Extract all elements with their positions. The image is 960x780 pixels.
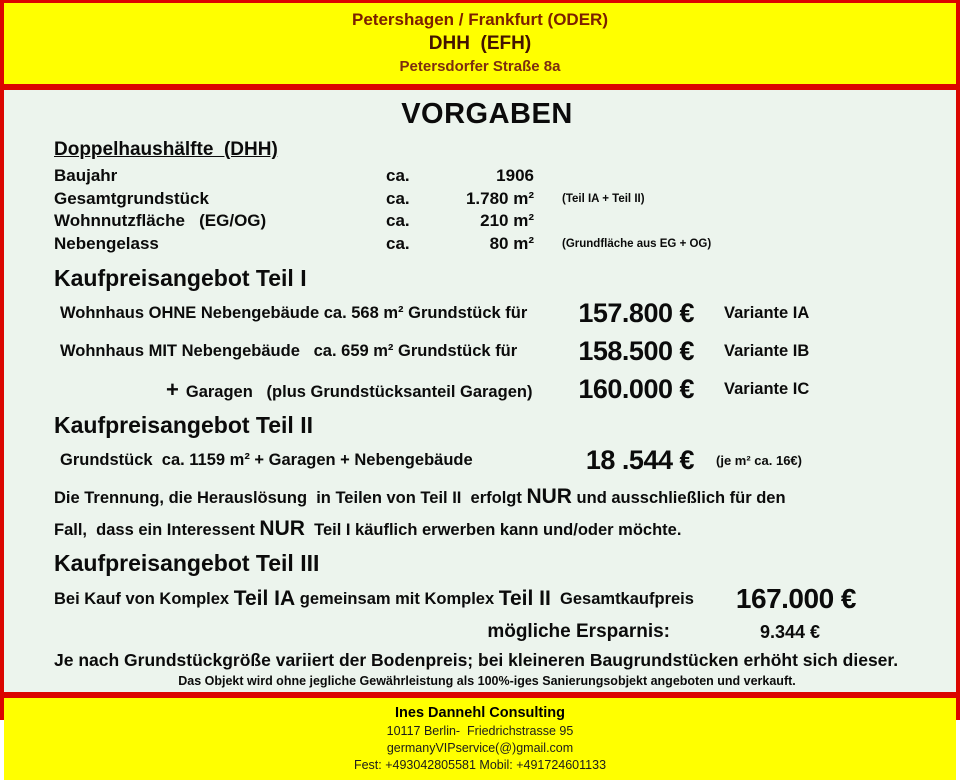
separation-clause-line2 [54,518,920,541]
offer-text: Wohnhaus MIT Nebengebäude ca. 659 m² Grundstück für [60,342,518,360]
section-heading-teil2: Kaufpreisangebot Teil II [54,412,313,438]
land-price-note: Je nach Grundstückgröße variiert der Bodenpreis; bei kleineren Baugrundstücken erhöht sich dieser. [54,650,899,670]
content-area [4,90,956,692]
price-per-sqm-note: (je m² ca. 16€) [716,453,802,468]
offer-variant-label: Variante IC [724,380,810,398]
offer-text-rest: Garagen (plus Grundstücksanteil Garagen) [185,382,533,401]
clause-text: Die Trennung, die Herauslösung in Teilen von Teil II erfolgt [54,489,527,507]
spec-row-wohnnutzflaeche [54,210,920,233]
location-title: Petershagen / Frankfurt (ODER) [352,10,608,29]
company-name: Ines Dannehl Consulting [395,705,565,721]
savings-label: mögliche Ersparnis: [487,621,670,642]
t3-teil-ia: Teil IA [233,587,296,610]
specs-heading: Doppelhaushälfte (DHH) [54,139,278,160]
spec-row-baujahr [54,165,920,188]
offer-text [54,377,566,403]
spec-label: Gesamtgrundstück [54,188,209,208]
offer-row-variante-ib [54,335,920,368]
t3-text: Bei Kauf von Komplex [54,589,234,608]
clause-text: und ausschließlich für den [571,489,786,507]
t3-text: gemeinsam mit Komplex [295,589,499,608]
savings-value: 9.344 € [759,621,820,642]
spec-ca: ca. [386,211,410,230]
spec-label: Wohnnutzfläche (EG/OG) [54,211,267,230]
offer-row-variante-ic [54,373,920,406]
section-heading-teil3: Kaufpreisangebot Teil III [54,550,320,576]
offer-price: 160.000 € [578,374,694,404]
nur-emphasis: NUR [259,517,305,540]
offer-text: Wohnhaus OHNE Nebengebäude ca. 568 m² Grundstück für [60,304,528,322]
t3-teil-ii: Teil II [498,587,551,610]
spec-ca: ca. [386,233,410,253]
spec-value: 1.780 m² [465,188,534,208]
total-price: 167.000 € [735,583,856,614]
footer-banner [4,698,956,780]
spec-note: (Teil IA + Teil II) [562,192,645,205]
offer-row-variante-ia [54,297,920,330]
warranty-disclaimer: Das Objekt wird ohne jegliche Gewährleistung als 100%-iges Sanierungsobjekt angeboten und verkauft. [178,674,796,688]
offer-text: Grundstück ca. 1159 m² + Garagen + Nebengebäude [60,451,473,469]
page-title: VORGABEN [401,98,573,130]
spec-value: 210 m² [480,211,534,230]
separation-clause-line1 [54,486,920,509]
offer-price: 157.800 € [578,298,694,328]
spec-value: 1906 [496,166,534,185]
offer-variant-label: Variante IA [724,304,810,322]
offer-price: 158.500 € [578,336,694,366]
t3-text: Gesamtkaufpreis [550,589,694,608]
spec-value: 80 m² [489,233,534,253]
spec-note: (Grundfläche aus EG + OG) [562,237,712,250]
spec-row-nebengelass [54,233,920,256]
savings-row [54,621,920,643]
nur-emphasis: NUR [526,485,572,508]
property-type: DHH (EFH) [428,33,532,54]
company-phones: Fest: +493042805581 Mobil: +491724601133 [353,758,607,772]
spec-label: Baujahr [54,166,118,185]
spec-label: Nebengelass [54,233,159,253]
spec-ca: ca. [386,188,410,208]
plus-sign: + [166,376,179,402]
clause-text: Fall, dass ein Interessent [54,521,260,539]
total-price-line [54,583,920,615]
clause-text: Teil I käuflich erwerben kann und/oder möchte. [304,521,682,539]
header-banner [4,3,956,84]
offer-price: 18 .544 € [585,445,694,475]
company-email: germanyVIPservice(@)gmail.com [386,741,574,755]
street-address: Petersdorfer Straße 8a [399,58,561,75]
company-address: 10117 Berlin- Friedrichstrasse 95 [386,724,574,738]
spec-ca: ca. [386,166,410,185]
spec-row-gesamtgrundstueck [54,188,920,211]
section-heading-teil1: Kaufpreisangebot Teil I [54,265,307,291]
offer-variant-label: Variante IB [724,342,810,360]
offer-row-teil2 [54,444,920,477]
